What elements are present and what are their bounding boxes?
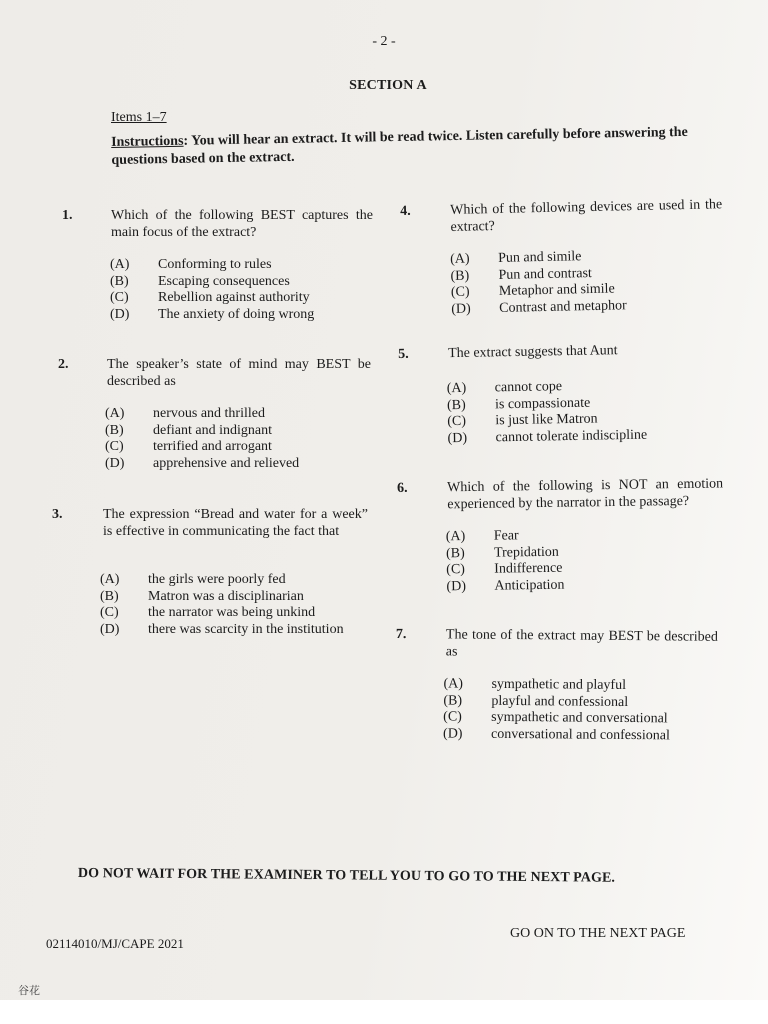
option-text: Anticipation <box>494 577 565 594</box>
option-a[interactable] <box>443 676 670 694</box>
option-text: the narrator was being unkind <box>148 605 316 620</box>
question-number: 4. <box>400 203 411 219</box>
option-letter: (B) <box>105 422 124 438</box>
question-stem: Which of the following devices are used in the extract? <box>450 197 723 235</box>
question-7 <box>395 626 726 759</box>
option-text: The anxiety of doing wrong <box>158 306 315 322</box>
option-d[interactable] <box>451 298 627 318</box>
option-letter: (D) <box>100 621 120 637</box>
option-text: nervous and thrilled <box>153 406 265 421</box>
option-a[interactable] <box>446 528 564 546</box>
option-letter: (A) <box>445 529 466 545</box>
instructions-text: : You will hear an extract. It will be read twice. Listen carefully before answering the questions based on the extract. <box>111 124 688 168</box>
option-letter: (C) <box>446 562 466 578</box>
question-stem: Which of the following BEST captures the main focus of the extract? <box>111 208 373 240</box>
option-letter: (B) <box>450 268 470 284</box>
option-letter: (D) <box>447 430 468 446</box>
instructions-label: Instructions <box>111 133 184 150</box>
options-list <box>110 257 314 323</box>
option-text: terrified and arrogant <box>153 439 272 454</box>
question-number: 7. <box>395 626 407 643</box>
options-list <box>446 528 565 596</box>
option-text: Conforming to rules <box>158 257 272 272</box>
option-letter: (B) <box>100 588 119 604</box>
option-letter: (C) <box>447 413 467 430</box>
option-a[interactable] <box>100 572 344 589</box>
option-letter: (C) <box>105 439 124 454</box>
option-letter: (A) <box>450 251 470 267</box>
option-letter: (A) <box>105 406 125 421</box>
page-number: - 2 - <box>372 34 396 49</box>
question-6 <box>397 475 729 600</box>
instructions <box>111 123 732 170</box>
option-letter: (C) <box>100 605 119 620</box>
option-text: Indifference <box>494 560 563 577</box>
footer-warning: DO NOT WAIT FOR THE EXAMINER TO TELL YOU TO GO TO THE NEXT PAGE. <box>77 866 616 886</box>
option-b[interactable] <box>100 589 344 606</box>
option-c[interactable] <box>105 439 299 456</box>
option-b[interactable] <box>446 544 564 562</box>
option-d[interactable] <box>446 577 564 595</box>
option-d[interactable] <box>443 726 670 744</box>
option-text: there was scarcity in the institution <box>148 621 344 637</box>
option-letter: (D) <box>110 306 130 322</box>
option-c[interactable] <box>100 605 344 622</box>
question-stem: The expression “Bread and water for a week” is effective in communicating the fact that <box>103 507 368 539</box>
options-list <box>105 406 299 472</box>
question-5 <box>398 340 730 456</box>
option-text: Matron was a disciplinarian <box>148 588 304 604</box>
question-4 <box>400 196 732 323</box>
option-letter: (C) <box>110 290 129 305</box>
option-letter: (B) <box>446 397 466 413</box>
option-c[interactable] <box>443 709 670 727</box>
items-label: Items 1–7 <box>111 110 167 125</box>
option-text: playful and confessional <box>491 693 629 710</box>
option-text: sympathetic and conversational <box>491 709 668 727</box>
question-3 <box>52 506 377 646</box>
question-number: 5. <box>398 346 409 362</box>
question-number: 1. <box>62 208 73 223</box>
option-text: Fear <box>493 528 519 544</box>
option-text: is just like Matron <box>495 411 598 429</box>
option-c[interactable] <box>446 561 564 579</box>
option-text: Pun and contrast <box>498 265 592 283</box>
option-d[interactable] <box>100 622 344 639</box>
option-letter: (B) <box>110 273 129 289</box>
question-number: 3. <box>52 507 63 522</box>
option-text: the girls were poorly fed <box>148 572 286 587</box>
option-b[interactable] <box>443 693 670 711</box>
question-stem: The speaker’s state of mind may BEST be described as <box>107 357 371 389</box>
option-letter: (A) <box>110 257 130 272</box>
option-letter: (D) <box>442 725 463 742</box>
exam-code: 02114010/MJ/CAPE 2021 <box>46 936 184 951</box>
options-list <box>447 378 648 447</box>
option-text: is compassionate <box>494 395 591 412</box>
question-stem: The tone of the extract may BEST be described as <box>445 627 718 660</box>
option-a[interactable] <box>110 257 314 274</box>
option-letter: (D) <box>105 455 125 471</box>
option-text: cannot cope <box>494 379 563 396</box>
option-d[interactable] <box>105 456 299 473</box>
corner-mark: 谷花 <box>18 985 40 997</box>
option-text: Pun and simile <box>498 249 582 266</box>
option-text: cannot tolerate indiscipline <box>495 427 648 445</box>
option-letter: (D) <box>451 301 471 317</box>
bottom-margin <box>0 1000 768 1024</box>
option-text: defiant and indignant <box>153 422 272 438</box>
options-list <box>100 572 344 638</box>
question-number: 2. <box>58 357 69 372</box>
option-text: Escaping consequences <box>158 273 290 289</box>
option-d[interactable] <box>110 307 314 324</box>
option-letter: (A) <box>443 676 463 692</box>
option-letter: (A) <box>446 380 467 397</box>
option-text: Trepidation <box>493 544 559 561</box>
option-text: Metaphor and simile <box>498 281 615 299</box>
question-stem: Which of the following is NOT an emotion experienced by the narrator in the passage? <box>447 476 724 513</box>
options-list <box>450 248 627 318</box>
question-number: 6. <box>397 480 408 496</box>
options-list <box>443 676 670 744</box>
option-c[interactable] <box>110 290 314 307</box>
section-title: SECTION A <box>349 78 427 93</box>
option-text: apprehensive and relieved <box>153 455 300 471</box>
option-text: conversational and confessional <box>490 726 670 743</box>
option-b[interactable] <box>105 423 299 440</box>
question-1 <box>62 207 382 327</box>
option-text: sympathetic and playful <box>491 676 627 694</box>
option-text: Contrast and metaphor <box>499 297 627 316</box>
option-letter: (D) <box>446 578 467 594</box>
option-letter: (C) <box>443 709 462 725</box>
option-b[interactable] <box>110 274 314 291</box>
option-a[interactable] <box>105 406 299 423</box>
option-letter: (A) <box>100 572 120 587</box>
option-letter: (B) <box>443 692 463 709</box>
option-text: Rebellion against authority <box>158 290 310 305</box>
option-letter: (C) <box>450 284 470 300</box>
option-letter: (B) <box>445 545 465 561</box>
go-on-notice: GO ON TO THE NEXT PAGE <box>510 926 686 941</box>
question-stem: The extract suggests that Aunt <box>448 343 618 362</box>
option-d[interactable] <box>447 427 647 447</box>
question-2 <box>58 356 378 476</box>
